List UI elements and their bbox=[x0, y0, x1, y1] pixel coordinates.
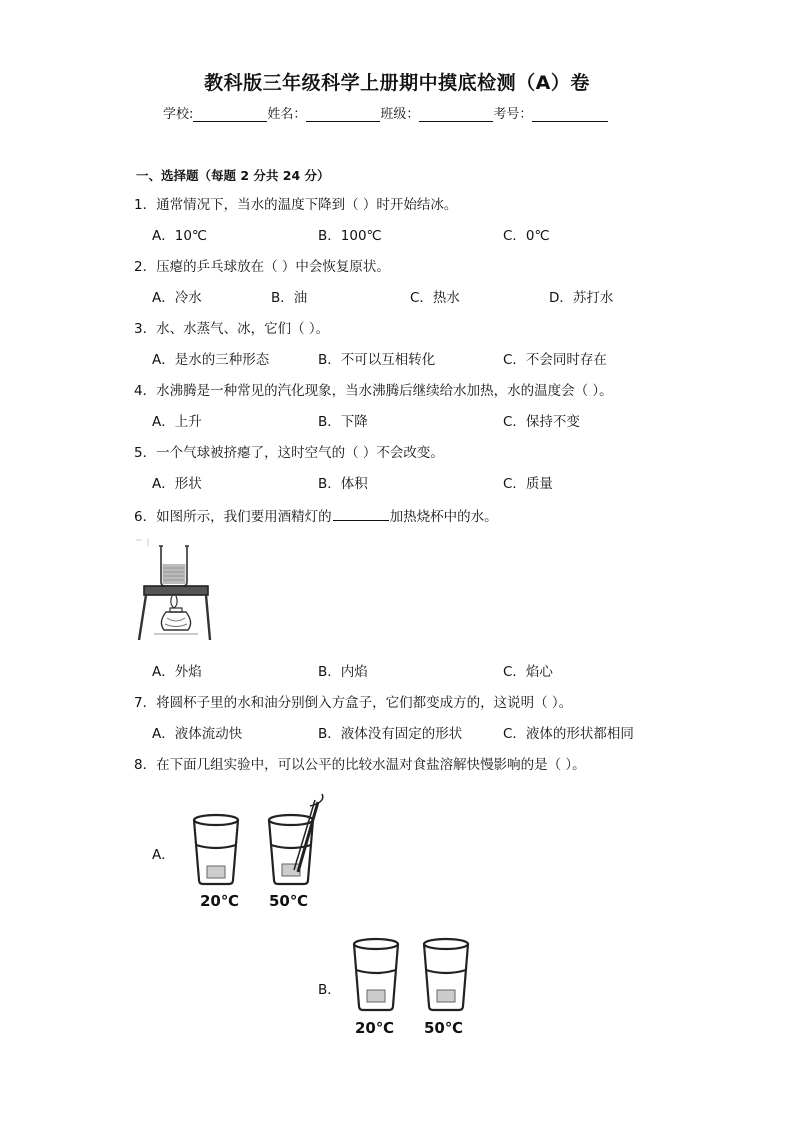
number-blank[interactable] bbox=[532, 107, 608, 122]
q3-option-b[interactable]: B．不可以互相转化 bbox=[318, 352, 436, 368]
question-5-stem: 5．一个气球被挤瘪了，这时空气的（ ）不会改变。 bbox=[134, 445, 444, 461]
q6-option-a[interactable]: A．外焰 bbox=[152, 664, 202, 680]
class-label: 班级： bbox=[380, 107, 420, 122]
q2-option-b[interactable]: B．油 bbox=[271, 290, 308, 306]
section-heading: 一、选择题（每题 2 分共 24 分） bbox=[136, 168, 330, 183]
q4-option-a[interactable]: A．上升 bbox=[152, 414, 202, 430]
cup-50c-b bbox=[424, 939, 468, 1010]
temp-label-20c-a: 20℃ bbox=[200, 892, 240, 910]
q3-option-c[interactable]: C．不会同时存在 bbox=[503, 352, 607, 368]
q1-option-a[interactable]: A．10℃ bbox=[152, 228, 208, 244]
q1-option-c[interactable]: C．0℃ bbox=[503, 228, 550, 244]
q4-option-b[interactable]: B．下降 bbox=[318, 414, 368, 430]
q6-option-c[interactable]: C．焰心 bbox=[503, 664, 553, 680]
temp-label-50c-a: 50℃ bbox=[269, 892, 309, 910]
q3-option-a[interactable]: A．是水的三种形态 bbox=[152, 352, 270, 368]
q6-option-b[interactable]: B．内焰 bbox=[318, 664, 368, 680]
temp-label-20c-b: 20℃ bbox=[355, 1019, 395, 1037]
question-1-stem: 1．通常情况下，当水的温度下降到（ ）时开始结冰。 bbox=[134, 197, 458, 213]
question-8-stem: 8．在下面几组实验中，可以公平的比较水温对食盐溶解快慢影响的是（ ）。 bbox=[134, 757, 586, 773]
q6-stem-before: 6．如图所示，我们要用酒精灯的 bbox=[134, 509, 332, 525]
q5-option-b[interactable]: B．体积 bbox=[318, 476, 368, 492]
q7-option-a[interactable]: A．液体流动快 bbox=[152, 726, 243, 742]
cup-50c-a-with-rod bbox=[269, 794, 323, 884]
q2-option-a[interactable]: A．冷水 bbox=[152, 290, 202, 306]
q6-answer-blank[interactable] bbox=[333, 508, 389, 521]
class-blank[interactable] bbox=[419, 107, 493, 122]
q6-stem-after: 加热烧杯中的水。 bbox=[389, 509, 498, 525]
q8-figure-b bbox=[346, 930, 486, 1042]
q8-figure-a bbox=[186, 790, 336, 914]
q8-option-a[interactable]: A． bbox=[152, 847, 175, 863]
alcohol-lamp-figure bbox=[134, 534, 214, 646]
school-label: 学校: bbox=[163, 107, 194, 122]
alcohol-lamp-diagram bbox=[136, 538, 210, 640]
q8-option-b[interactable]: B． bbox=[318, 982, 341, 998]
question-2-stem: 2．压瘪的乒乓球放在（ ）中会恢复原状。 bbox=[134, 259, 390, 275]
page-title: 教科版三年级科学上册期中摸底检测（A）卷 bbox=[204, 72, 590, 94]
q5-option-c[interactable]: C．质量 bbox=[503, 476, 553, 492]
question-3-stem: 3．水、水蒸气、冰，它们（ ）。 bbox=[134, 321, 330, 337]
name-blank[interactable] bbox=[306, 107, 380, 122]
student-info-line bbox=[163, 103, 608, 122]
number-label: 考号： bbox=[493, 107, 533, 122]
q2-option-d[interactable]: D．苏打水 bbox=[549, 290, 614, 306]
question-4-stem: 4．水沸腾是一种常见的汽化现象，当水沸腾后继续给水加热，水的温度会（ ）。 bbox=[134, 383, 613, 399]
question-7-stem: 7．将圆杯子里的水和油分别倒入方盒子，它们都变成方的，这说明（ ）。 bbox=[134, 695, 573, 711]
cup-20c-b bbox=[354, 939, 398, 1010]
school-blank[interactable] bbox=[193, 107, 267, 122]
q5-option-a[interactable]: A．形状 bbox=[152, 476, 202, 492]
question-6-stem bbox=[134, 505, 498, 525]
q7-option-b[interactable]: B．液体没有固定的形状 bbox=[318, 726, 463, 742]
q7-option-c[interactable]: C．液体的形状都相同 bbox=[503, 726, 634, 742]
temp-label-50c-b: 50℃ bbox=[424, 1019, 464, 1037]
cup-20c-a bbox=[194, 815, 238, 884]
q4-option-c[interactable]: C．保持不变 bbox=[503, 414, 580, 430]
q2-option-c[interactable]: C．热水 bbox=[410, 290, 460, 306]
name-label: 姓名： bbox=[267, 107, 307, 122]
q1-option-b[interactable]: B．100℃ bbox=[318, 228, 382, 244]
